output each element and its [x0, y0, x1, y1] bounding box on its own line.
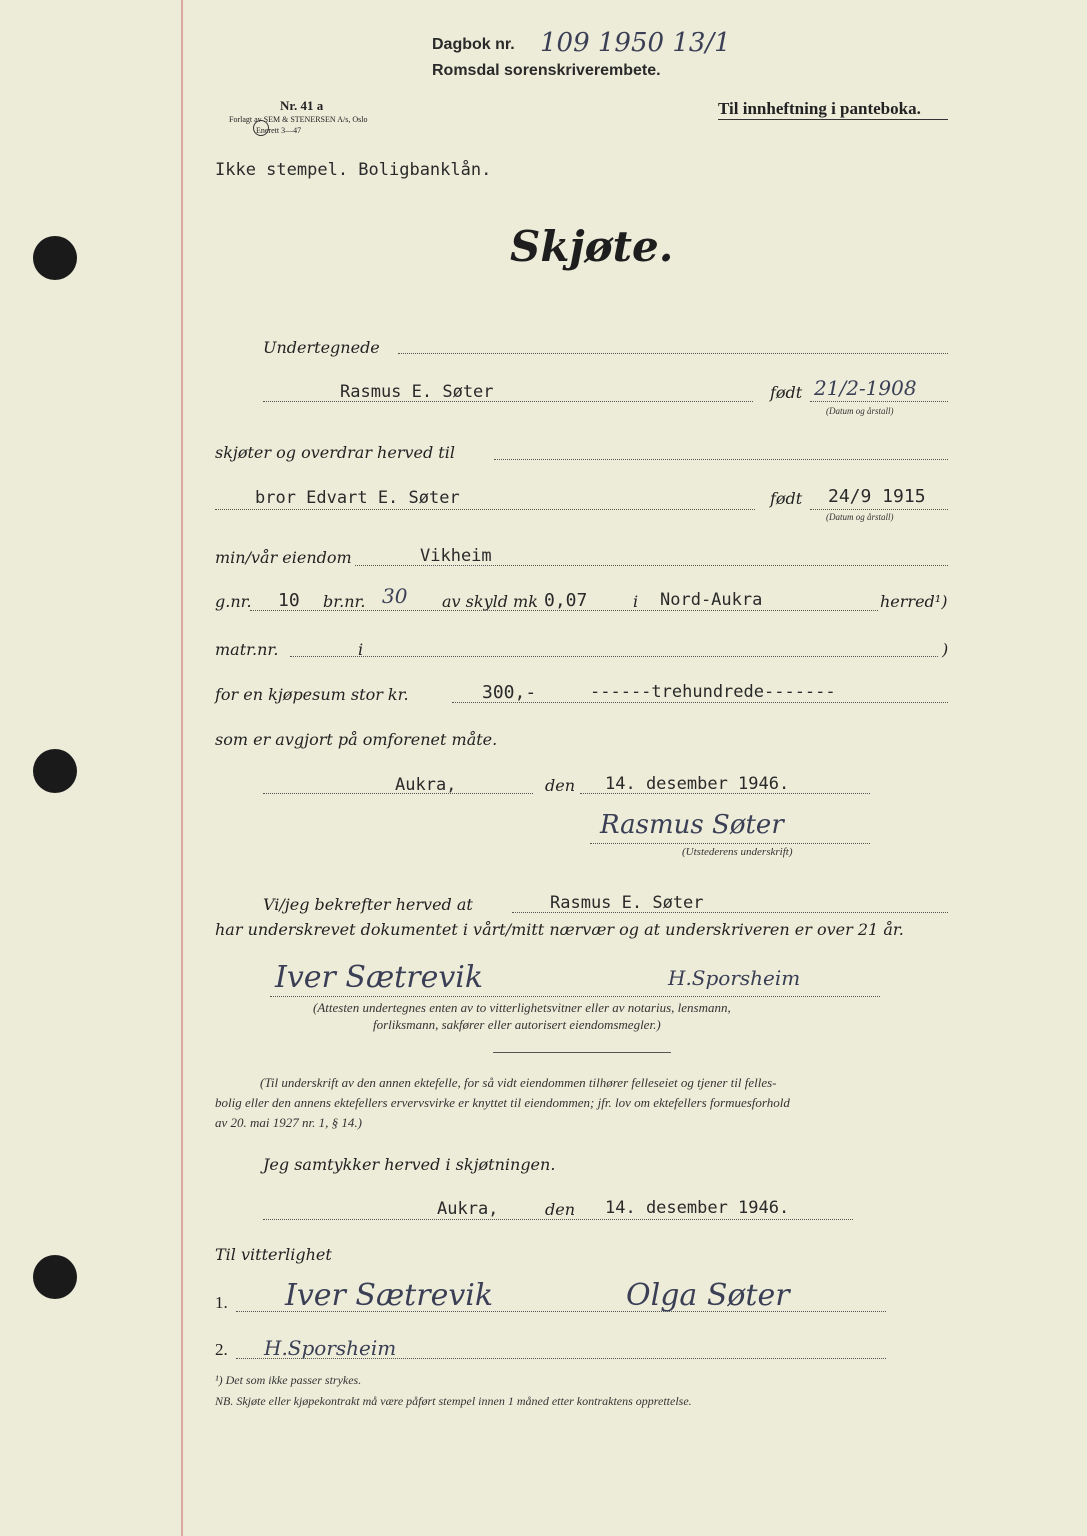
filing-note: Til innheftning i panteboka. [718, 99, 921, 118]
consent-date: 14. desember 1946. [605, 1198, 790, 1218]
section-divider [493, 1052, 671, 1053]
dotted-line [236, 1311, 886, 1312]
attest-signature-2: H.Sporsheim [668, 966, 801, 990]
seller-born-value: 21/2-1908 [814, 376, 917, 400]
attest-label: Vi/jeg bekrefter herved at [263, 895, 473, 914]
price-settled: som er avgjort på omforenet måte. [215, 730, 498, 749]
red-margin-line [181, 0, 183, 1536]
signing-den: den [545, 776, 576, 795]
consent-text: Jeg samtykker herved i skjøtningen. [263, 1155, 556, 1174]
price-label: for en kjøpesum stor kr. [215, 685, 409, 704]
gnr-label: g.nr. [215, 592, 252, 611]
matr-label: matr.nr. [215, 640, 279, 659]
buyer-born-value: 24/9 1915 [828, 486, 926, 507]
seller-born-label: født [770, 383, 803, 402]
in-label: i [633, 592, 639, 611]
property-label: min/vår eiendom [215, 548, 352, 567]
dotted-line [398, 353, 948, 354]
buyer-name: bror Edvart E. Søter [255, 488, 460, 508]
signing-place: Aukra, [395, 775, 457, 795]
price-amount: 300,- [482, 682, 537, 703]
property-name: Vikheim [420, 546, 492, 566]
herred-value: Nord-Aukra [660, 590, 763, 610]
footnote-1: ¹) Det som ikke passer strykes. [215, 1373, 362, 1387]
buyer-born-label: født [770, 489, 803, 508]
spouse-note-line-2: bolig eller den annens ektefellers ervervsvirke er knyttet til eiendommen; jfr. lov om ektefellers formuesforhold [215, 1095, 790, 1110]
document-title: Skjøte. [510, 222, 674, 271]
witness-number-1: 1. [215, 1293, 228, 1312]
bnr-label: br.nr. [323, 592, 366, 611]
dotted-line [590, 843, 870, 844]
witness-signature-1b: Olga Søter [626, 1278, 790, 1313]
publisher-logo-icon [253, 120, 269, 136]
signing-date: 14. desember 1946. [605, 774, 790, 794]
witness-number-2: 2. [215, 1340, 228, 1359]
filing-note-underline [718, 119, 948, 120]
dotted-line [263, 1219, 853, 1220]
witness-signature-1a: Iver Sætrevik [285, 1278, 494, 1313]
signature-hint: (Utstederens underskrift) [682, 846, 793, 858]
attest-hint-1: (Attesten undertegnes enten av to vitterlighetsvitner eller av notarius, lensmann, [313, 1000, 731, 1015]
dotted-line [250, 610, 878, 611]
buyer-born-hint: (Datum og årstall) [826, 512, 894, 522]
seller-label: Undertegnede [263, 338, 380, 357]
dotted-line [452, 702, 948, 703]
dotted-line [290, 656, 938, 657]
seller-signature: Rasmus Søter [600, 810, 784, 840]
stamp-note: Ikke stempel. Boligbanklån. [215, 160, 492, 180]
publisher-line-1: Forlagt av SEM & STENERSEN A/s, Oslo [229, 115, 368, 124]
dotted-line [263, 793, 533, 794]
skyld-label: av skyld mk [442, 592, 538, 611]
dotted-line [512, 912, 948, 913]
price-words: ------trehundrede------- [590, 682, 836, 702]
consent-place: Aukra, [437, 1199, 499, 1219]
herred-label: herred¹) [880, 592, 948, 611]
dotted-line [580, 793, 870, 794]
matr-close: ) [942, 640, 949, 659]
consent-den: den [545, 1200, 576, 1219]
office-stamp: Romsdal sorenskriverembete. [432, 62, 661, 79]
dotted-line [215, 509, 755, 510]
gnr-value: 10 [278, 590, 300, 611]
attest-statement: har underskrevet dokumentet i vårt/mitt nærvær og at underskriveren er over 21 år. [215, 920, 904, 939]
witness-label: Til vitterlighet [215, 1245, 332, 1264]
dotted-line [494, 459, 948, 460]
bnr-value: 30 [382, 584, 408, 608]
punch-hole-bottom [33, 1255, 77, 1299]
skyld-value: 0,07 [544, 590, 588, 611]
witness-signature-2: H.Sporsheim [264, 1336, 397, 1360]
spouse-note-line-1: (Til underskrift av den annen ektefelle, for så vidt eiendommen tilhører felleseiet og tjener til felles- [260, 1075, 777, 1090]
dotted-line [236, 1358, 886, 1359]
dagbok-label: Dagbok nr. [432, 36, 515, 53]
punch-hole-top [33, 236, 77, 280]
attest-signature-1: Iver Sætrevik [275, 960, 484, 995]
form-number: Nr. 41 a [280, 98, 324, 113]
punch-hole-middle [33, 749, 77, 793]
dotted-line [810, 509, 948, 510]
dagbok-handwritten: 109 1950 13/1 [540, 28, 731, 58]
transfer-label: skjøter og overdrar herved til [215, 443, 455, 462]
dotted-line [270, 996, 880, 997]
dotted-line [810, 401, 948, 402]
seller-born-hint: (Datum og årstall) [826, 406, 894, 416]
dotted-line [263, 401, 753, 402]
matr-in: i [358, 640, 364, 659]
spouse-note-line-3: av 20. mai 1927 nr. 1, § 14.) [215, 1115, 362, 1130]
publisher-line-2: Enerett 3—47 [256, 126, 302, 135]
attest-hint-2: forliksmann, sakfører eller autorisert eiendomsmegler.) [373, 1017, 661, 1032]
footnote-2: NB. Skjøte eller kjøpekontrakt må være påført stempel innen 1 måned etter kontraktens opprettelse. [215, 1394, 692, 1408]
seller-name: Rasmus E. Søter [340, 382, 494, 402]
attest-name: Rasmus E. Søter [550, 893, 704, 913]
